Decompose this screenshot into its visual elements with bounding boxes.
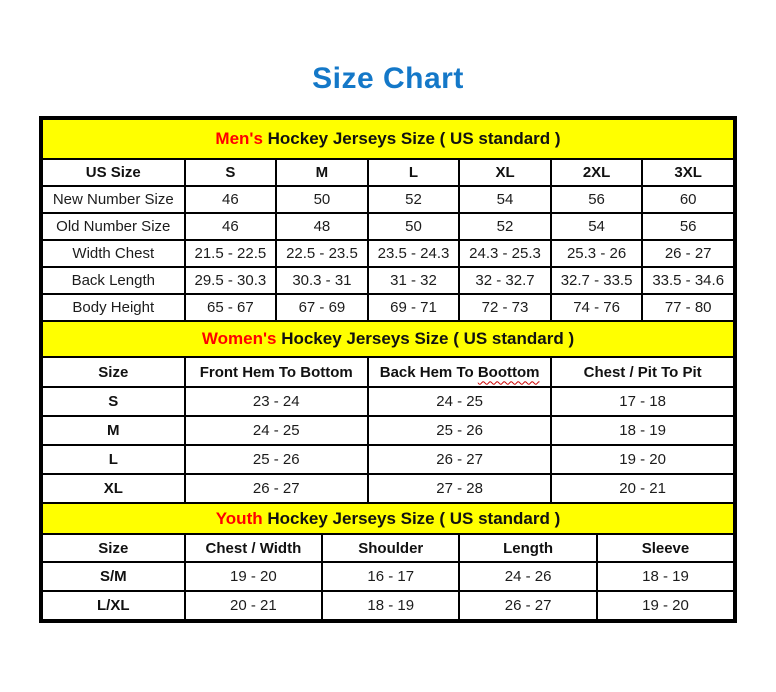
size-value: 56 bbox=[551, 186, 643, 213]
row-label: XL bbox=[42, 474, 185, 503]
size-value: 46 bbox=[185, 213, 277, 240]
size-value: 25 - 26 bbox=[368, 416, 551, 445]
size-value: 56 bbox=[642, 213, 734, 240]
size-value: 77 - 80 bbox=[642, 294, 734, 321]
row-label: Body Height bbox=[42, 294, 185, 321]
size-value: 30.3 - 31 bbox=[276, 267, 368, 294]
mens-column-header-row bbox=[42, 159, 734, 186]
column-header: XL bbox=[459, 159, 551, 186]
size-value: 18 - 19 bbox=[597, 562, 734, 591]
size-value: 26 - 27 bbox=[459, 591, 597, 620]
youth-section-title bbox=[42, 503, 734, 534]
mens-accent-word: Men's bbox=[215, 129, 263, 148]
size-value: 18 - 19 bbox=[551, 416, 734, 445]
column-header: Size bbox=[42, 534, 185, 562]
size-value: 72 - 73 bbox=[459, 294, 551, 321]
table-row bbox=[42, 445, 734, 474]
size-value: 52 bbox=[459, 213, 551, 240]
table-row bbox=[42, 186, 734, 213]
size-value: 31 - 32 bbox=[368, 267, 460, 294]
column-header: Back Hem To Boottom bbox=[368, 357, 551, 387]
column-header: Chest / Width bbox=[185, 534, 323, 562]
womens-section-title bbox=[42, 321, 734, 357]
row-label: Old Number Size bbox=[42, 213, 185, 240]
row-label: S/M bbox=[42, 562, 185, 591]
page-title: Size Chart bbox=[312, 62, 464, 95]
size-value: 65 - 67 bbox=[185, 294, 277, 321]
size-value: 67 - 69 bbox=[276, 294, 368, 321]
size-value: 69 - 71 bbox=[368, 294, 460, 321]
table-row bbox=[42, 387, 734, 416]
youth-title-rest: Hockey Jerseys Size ( US standard ) bbox=[262, 508, 561, 528]
mens-size-table bbox=[41, 118, 735, 322]
size-value: 18 - 19 bbox=[322, 591, 459, 620]
size-value: 23.5 - 24.3 bbox=[368, 240, 460, 267]
size-chart-container bbox=[39, 116, 737, 623]
column-header: Sleeve bbox=[597, 534, 734, 562]
column-header: 2XL bbox=[551, 159, 643, 186]
table-row bbox=[42, 213, 734, 240]
row-label: L bbox=[42, 445, 185, 474]
size-value: 24 - 25 bbox=[185, 416, 368, 445]
size-value: 17 - 18 bbox=[551, 387, 734, 416]
size-value: 26 - 27 bbox=[642, 240, 734, 267]
size-value: 33.5 - 34.6 bbox=[642, 267, 734, 294]
youth-band-row bbox=[42, 503, 734, 534]
row-label: M bbox=[42, 416, 185, 445]
mens-band-row bbox=[42, 119, 734, 159]
misspelled-word: Boottom bbox=[477, 363, 540, 381]
size-value: 26 - 27 bbox=[185, 474, 368, 503]
size-value: 60 bbox=[642, 186, 734, 213]
table-row bbox=[42, 267, 734, 294]
row-label: New Number Size bbox=[42, 186, 185, 213]
column-header: Front Hem To Bottom bbox=[185, 357, 368, 387]
size-value: 23 - 24 bbox=[185, 387, 368, 416]
table-row bbox=[42, 474, 734, 503]
youth-accent-word: Youth bbox=[215, 508, 263, 528]
size-value: 54 bbox=[551, 213, 643, 240]
size-value: 48 bbox=[276, 213, 368, 240]
row-label: L/XL bbox=[42, 591, 185, 620]
womens-accent-word: Women's bbox=[201, 329, 277, 348]
column-header: US Size bbox=[42, 159, 185, 186]
size-value: 27 - 28 bbox=[368, 474, 551, 503]
size-value: 29.5 - 30.3 bbox=[185, 267, 277, 294]
column-header: S bbox=[185, 159, 277, 186]
column-header: Chest / Pit To Pit bbox=[551, 357, 734, 387]
size-value: 19 - 20 bbox=[597, 591, 734, 620]
table-row bbox=[42, 591, 734, 620]
size-value: 24.3 - 25.3 bbox=[459, 240, 551, 267]
size-value: 46 bbox=[185, 186, 277, 213]
size-value: 32 - 32.7 bbox=[459, 267, 551, 294]
size-value: 21.5 - 22.5 bbox=[185, 240, 277, 267]
womens-title-rest: Hockey Jerseys Size ( US standard ) bbox=[276, 329, 575, 348]
size-value: 26 - 27 bbox=[368, 445, 551, 474]
column-header: Shoulder bbox=[322, 534, 459, 562]
table-row bbox=[42, 562, 734, 591]
size-value: 19 - 20 bbox=[551, 445, 734, 474]
column-header: 3XL bbox=[642, 159, 734, 186]
size-value: 22.5 - 23.5 bbox=[276, 240, 368, 267]
size-value: 74 - 76 bbox=[551, 294, 643, 321]
size-value: 20 - 21 bbox=[551, 474, 734, 503]
size-value: 19 - 20 bbox=[185, 562, 323, 591]
size-value: 32.7 - 33.5 bbox=[551, 267, 643, 294]
size-value: 52 bbox=[368, 186, 460, 213]
column-header: L bbox=[368, 159, 460, 186]
size-value: 54 bbox=[459, 186, 551, 213]
size-value: 50 bbox=[368, 213, 460, 240]
column-header: M bbox=[276, 159, 368, 186]
row-label: Back Length bbox=[42, 267, 185, 294]
size-value: 25.3 - 26 bbox=[551, 240, 643, 267]
womens-column-header-row bbox=[42, 357, 734, 387]
size-value: 25 - 26 bbox=[185, 445, 368, 474]
table-row bbox=[42, 294, 734, 321]
mens-section-title bbox=[42, 119, 734, 159]
size-value: 24 - 25 bbox=[368, 387, 551, 416]
womens-size-table bbox=[41, 320, 735, 504]
youth-column-header-row bbox=[42, 534, 734, 562]
size-value: 20 - 21 bbox=[185, 591, 323, 620]
womens-band-row bbox=[42, 321, 734, 357]
column-header: Length bbox=[459, 534, 597, 562]
mens-title-rest: Hockey Jerseys Size ( US standard ) bbox=[262, 129, 561, 148]
table-row bbox=[42, 416, 734, 445]
size-value: 16 - 17 bbox=[322, 562, 459, 591]
column-header: Size bbox=[42, 357, 185, 387]
youth-size-table bbox=[41, 502, 735, 621]
row-label: Width Chest bbox=[42, 240, 185, 267]
row-label: S bbox=[42, 387, 185, 416]
size-value: 50 bbox=[276, 186, 368, 213]
size-value: 24 - 26 bbox=[459, 562, 597, 591]
table-row bbox=[42, 240, 734, 267]
